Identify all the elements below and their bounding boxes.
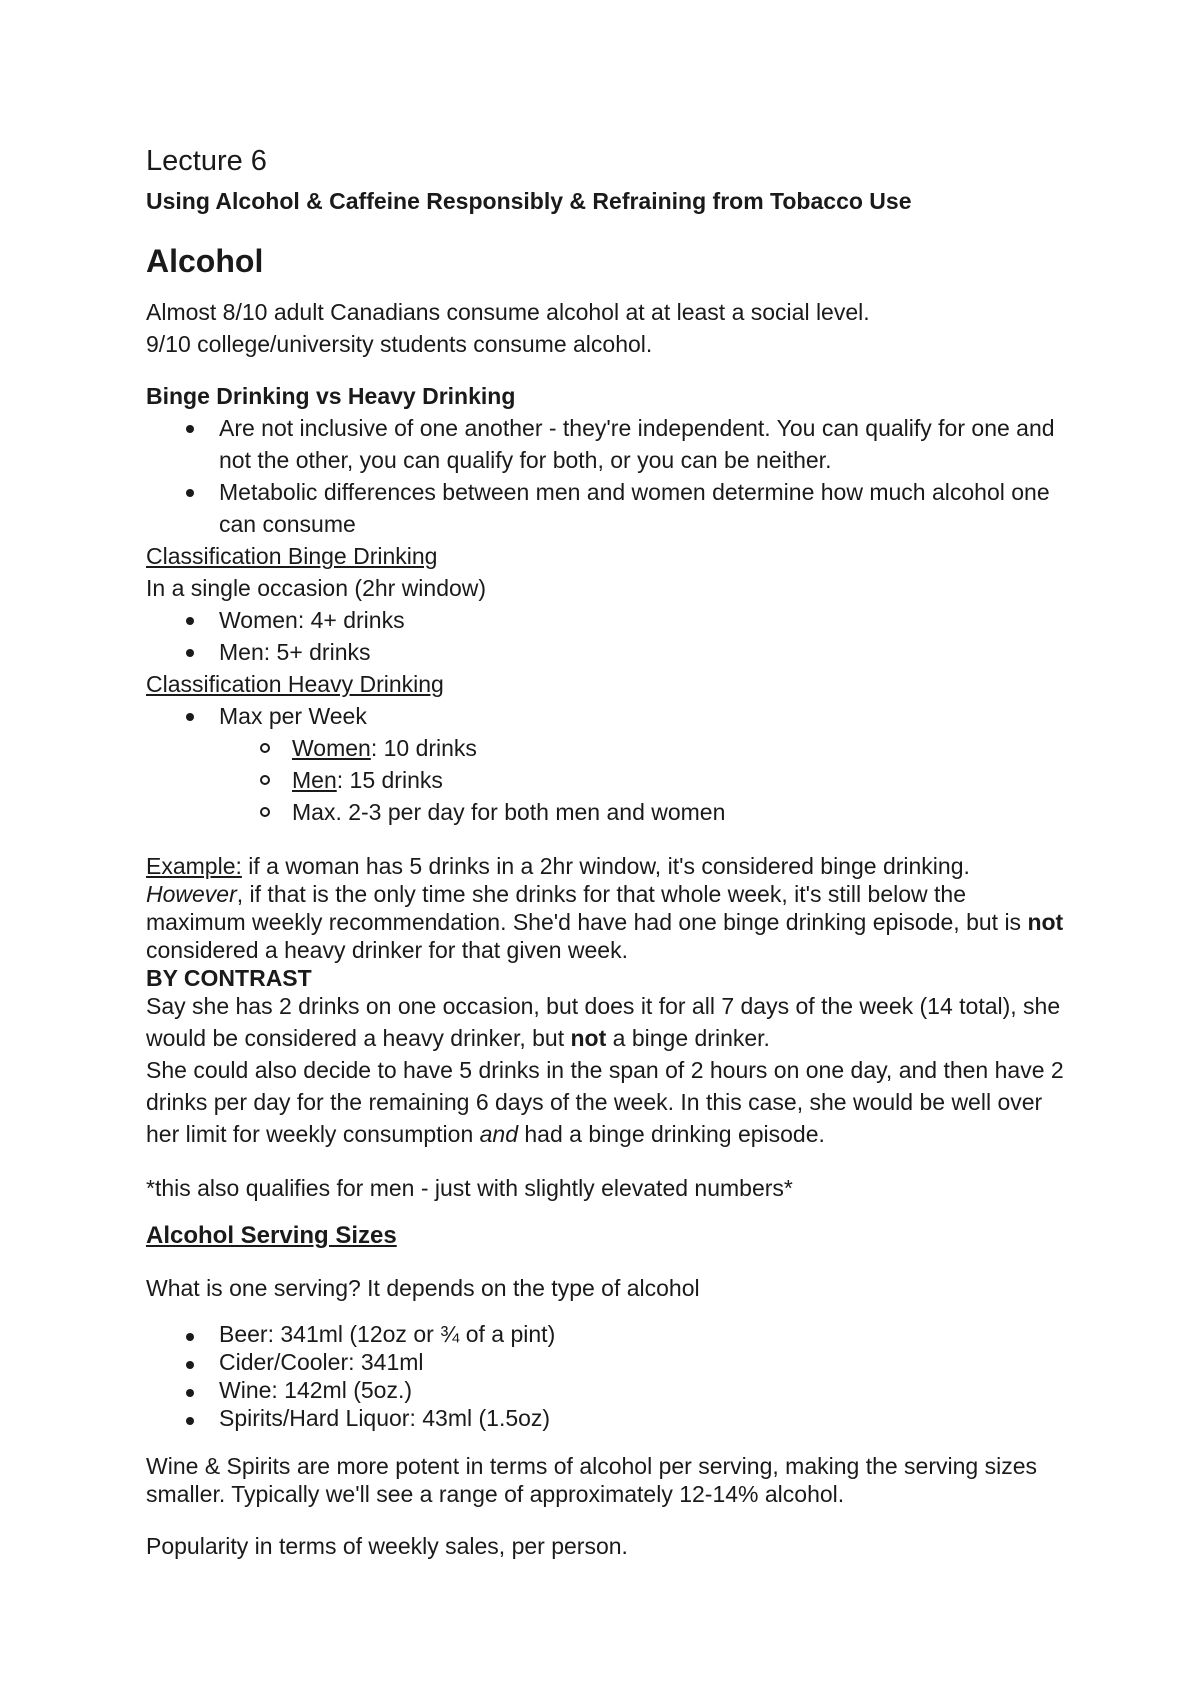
example-paragraph — [146, 852, 1066, 992]
heavy-classification-heading: Classification Heavy Drinking — [146, 671, 444, 697]
list-item: Cider/Cooler: 341ml — [146, 1348, 1066, 1376]
example-label: Example: — [146, 853, 242, 879]
women-value: : 10 drinks — [370, 735, 477, 761]
list-item: Spirits/Hard Liquor: 43ml (1.5oz) — [146, 1404, 1066, 1432]
heavy-classification-list — [146, 700, 1066, 828]
list-item: Max per Week — [146, 700, 1066, 732]
serving-list — [146, 1320, 1066, 1432]
binge-vs-heavy-list — [146, 412, 1066, 540]
alcohol-intro — [146, 296, 1066, 360]
contrast-part: She could also decide to have 5 drinks in the span of 2 hours on one day, and then have 2 drinks per day for the remaining 6 days of the week. In this case, she would be well over her limit for weekly consumption — [146, 1057, 1064, 1147]
contrast-and: and — [479, 1121, 518, 1147]
contrast-not: not — [570, 1025, 607, 1051]
list-item: Women: 4+ drinks — [146, 604, 1066, 636]
contrast-part: Say she has 2 drinks on one occasion, but does it for all 7 days of the week (14 total), she would be considered a heavy drinker, but — [146, 993, 1061, 1051]
sub-list-item — [146, 732, 1066, 764]
section-heading-alcohol: Alcohol — [146, 243, 264, 279]
list-item: Wine: 142ml (5oz.) — [146, 1376, 1066, 1404]
lecture-title: Lecture 6 — [146, 145, 267, 177]
example-not: not — [1027, 909, 1064, 935]
list-item: Beer: 341ml (12oz or ¾ of a pint) — [146, 1320, 1066, 1348]
example-however: However — [146, 881, 237, 907]
intro-line: Almost 8/10 adult Canadians consume alcohol at at least a social level. — [146, 299, 870, 325]
binge-vs-heavy-heading: Binge Drinking vs Heavy Drinking — [146, 383, 516, 409]
men-label: Men — [292, 767, 337, 793]
sub-list-item — [146, 764, 1066, 796]
example-text — [146, 852, 1066, 964]
women-label: Women — [292, 735, 371, 761]
popularity-paragraph: Popularity in terms of weekly sales, per person. — [146, 1533, 628, 1559]
contrast-paragraphs — [146, 990, 1066, 1150]
contrast-text — [146, 990, 1066, 1054]
example-part: , if that is the only time she drinks for that whole week, it's still below the maximum weekly recommendation. She'd have had one binge drinking episode, but is — [146, 881, 1028, 935]
intro-line: 9/10 college/university students consume alcohol. — [146, 331, 653, 357]
contrast-text — [146, 1054, 1066, 1150]
contrast-part: a binge drinker. — [606, 1025, 770, 1051]
example-part: if a woman has 5 drinks in a 2hr window, it's considered binge drinking. — [241, 853, 970, 879]
binge-vs-heavy-section — [146, 380, 1066, 828]
potency-paragraph: Wine & Spirits are more potent in terms of alcohol per serving, making the serving sizes smaller. Typically we'll see a range of approximately 12-14% alcohol. — [146, 1453, 1037, 1507]
list-item: Are not inclusive of one another - they're independent. You can qualify for one and not the other, you can qualify for both, or you can be neither. — [146, 412, 1066, 476]
men-value: : 15 drinks — [336, 767, 443, 793]
contrast-part: had a binge drinking episode. — [518, 1121, 825, 1147]
list-item: Metabolic differences between men and women determine how much alcohol one can consume — [146, 476, 1066, 540]
serving-sizes-heading: Alcohol Serving Sizes — [146, 1222, 397, 1249]
binge-classification-line: In a single occasion (2hr window) — [146, 575, 487, 601]
example-part: considered a heavy drinker for that given week. — [146, 937, 628, 963]
lecture-subtitle: Using Alcohol & Caffeine Responsibly & Refraining from Tobacco Use — [146, 188, 912, 214]
binge-classification-heading: Classification Binge Drinking — [146, 543, 438, 569]
contrast-heading: BY CONTRAST — [146, 965, 312, 991]
list-item: Men: 5+ drinks — [146, 636, 1066, 668]
binge-classification-list — [146, 604, 1066, 668]
men-note: *this also qualifies for men - just with slightly elevated numbers* — [146, 1175, 793, 1201]
serving-intro: What is one serving? It depends on the type of alcohol — [146, 1275, 700, 1301]
sub-list-item: Max. 2-3 per day for both men and women — [146, 796, 1066, 828]
